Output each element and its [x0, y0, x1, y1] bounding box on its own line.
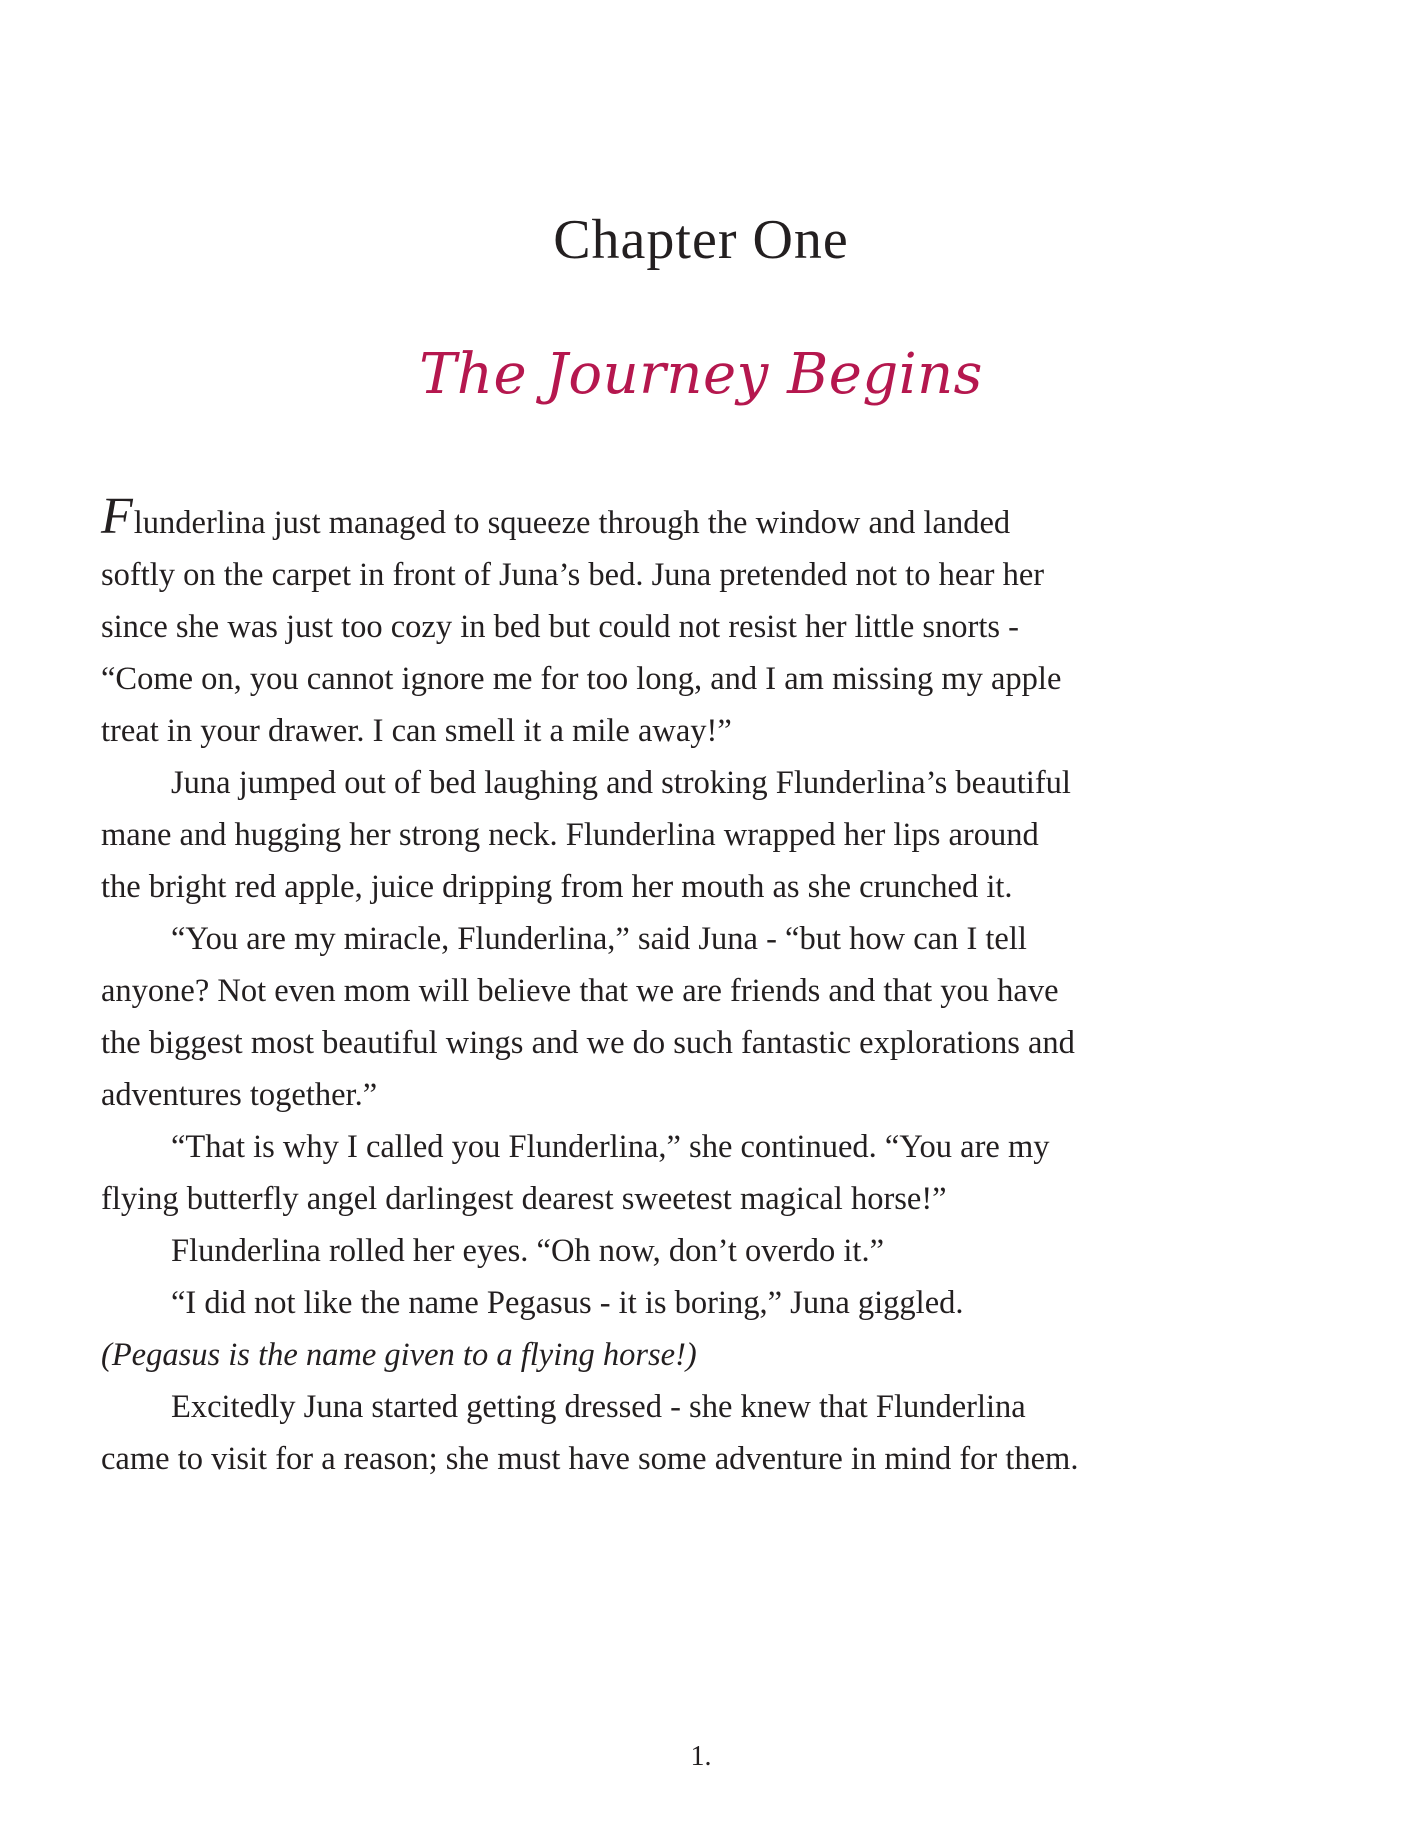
- paragraph-line-17: (Pegasus is the name given to a flying horse!): [101, 1337, 697, 1373]
- paragraph-line-18: Excitedly Juna started getting dressed - she knew that Flunderlina: [171, 1389, 1026, 1425]
- paragraph-line-7: mane and hugging her strong neck. Flunderlina wrapped her lips around: [101, 817, 1039, 853]
- chapter-number: Chapter One: [553, 209, 849, 271]
- paragraph-line-13: “That is why I called you Flunderlina,” she continued. “You are my: [171, 1129, 1050, 1165]
- page-number: 1.: [690, 1741, 712, 1772]
- line-text: lunderlina just managed to squeeze through the window and landed: [133, 505, 1011, 541]
- paragraph-line-15: Flunderlina rolled her eyes. “Oh now, don’t overdo it.”: [171, 1233, 885, 1269]
- paragraph-line-5: treat in your drawer. I can smell it a mile away!”: [101, 713, 732, 749]
- paragraph-line-14: flying butterfly angel darlingest dearest sweetest magical horse!”: [101, 1181, 947, 1217]
- paragraph-line-6: Juna jumped out of bed laughing and stroking Flunderlina’s beautiful: [171, 765, 1071, 801]
- paragraph-line-11: the biggest most beautiful wings and we do such fantastic explorations and: [101, 1025, 1075, 1061]
- paragraph-line-12: adventures together.”: [101, 1077, 378, 1113]
- paragraph-line-3: since she was just too cozy in bed but could not resist her little snorts -: [101, 609, 1019, 645]
- paragraph-line-19: came to visit for a reason; she must have some adventure in mind for them.: [101, 1441, 1079, 1477]
- paragraph-line-2: softly on the carpet in front of Juna’s bed. Juna pretended not to hear her: [101, 557, 1045, 593]
- chapter-title: The Journey Begins: [419, 342, 983, 407]
- drop-cap: F: [101, 488, 133, 545]
- paragraph-line-8: the bright red apple, juice dripping from her mouth as she crunched it.: [101, 869, 1013, 905]
- paragraph-line-16: “I did not like the name Pegasus - it is boring,” Juna giggled.: [171, 1285, 964, 1321]
- paragraph-line-10: anyone? Not even mom will believe that we are friends and that you have: [101, 973, 1059, 1009]
- paragraph-line-9: “You are my miracle, Flunderlina,” said Juna - “but how can I tell: [171, 921, 1027, 957]
- paragraph-line-4: “Come on, you cannot ignore me for too long, and I am missing my apple: [101, 661, 1062, 697]
